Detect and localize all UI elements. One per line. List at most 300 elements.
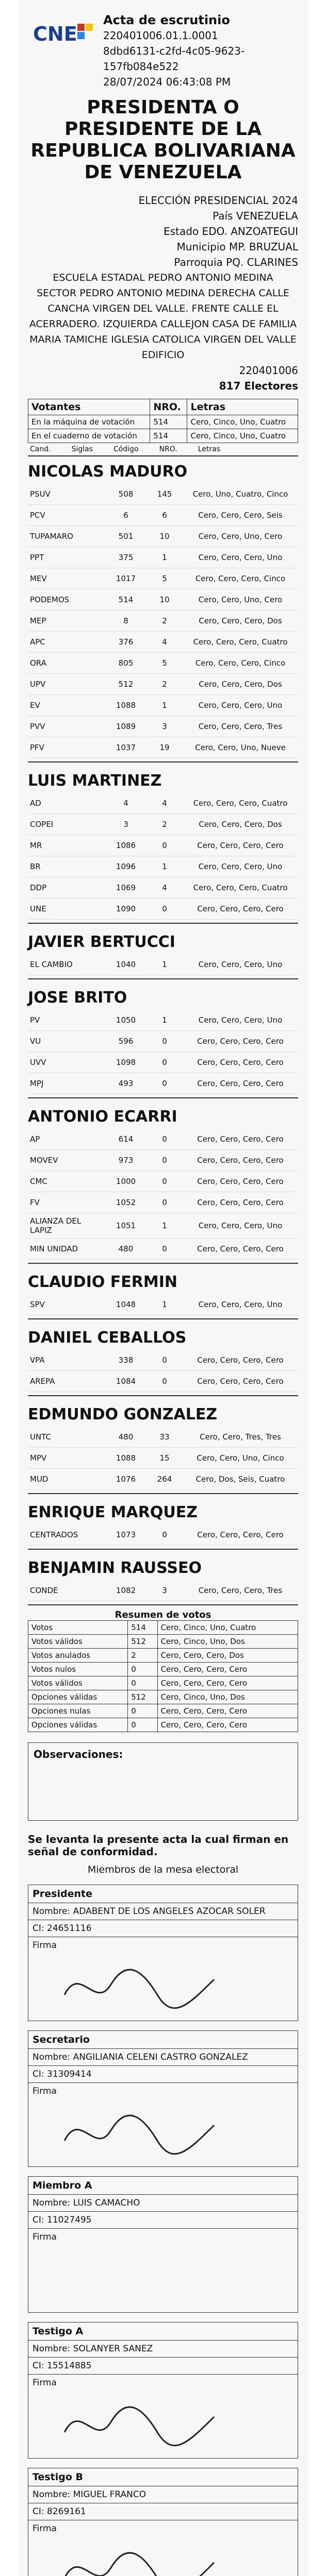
signature-area (28, 2537, 298, 2576)
row-words: Cero, Cinco, Uno, Cuatro (187, 415, 298, 429)
candidate-name: LUIS MARTINEZ (28, 772, 162, 790)
party-votes: 2 (162, 616, 167, 625)
party-votes: 4 (162, 799, 167, 808)
party-words: Cero, Cero, Cero, Cero (197, 1244, 284, 1253)
party-sigla: APC (30, 637, 45, 647)
party-row (28, 1448, 298, 1469)
party-row (28, 611, 298, 632)
acta-page (19, 0, 307, 2576)
summary-label: Votos nulos (28, 1663, 128, 1676)
party-votes: 3 (162, 722, 167, 731)
party-votes: 0 (162, 1177, 167, 1186)
party-words: Cero, Cero, Cero, Cero (197, 1530, 284, 1539)
party-sigla: VU (30, 1037, 41, 1046)
party-code: 338 (118, 1355, 134, 1365)
party-words: Cero, Cero, Uno, Cero (198, 595, 283, 604)
party-votes: 5 (162, 574, 167, 583)
summary-row (28, 1635, 298, 1649)
candidate-name: ANTONIO ECARRI (28, 1108, 177, 1126)
handwritten-signature (59, 1959, 224, 2015)
party-code: 375 (118, 553, 134, 562)
party-row (28, 1150, 298, 1171)
party-sigla: AREPA (30, 1377, 55, 1386)
party-row (28, 568, 298, 589)
row-value: 514 (150, 415, 187, 429)
candidate-name: EDMUNDO GONZALEZ (28, 1405, 218, 1423)
signer-name: Nombre: MIGUEL FRANCO (28, 2486, 298, 2503)
signer-name: Nombre: LUIS CAMACHO (28, 2194, 298, 2211)
summary-words: Cero, Cinco, Uno, Dos (157, 1690, 298, 1704)
party-row (28, 1427, 298, 1448)
party-sigla: AD (30, 799, 41, 808)
party-code: 1017 (116, 574, 136, 583)
summary-words: Cero, Cero, Cero, Cero (157, 1718, 298, 1732)
party-code: 3 (123, 820, 128, 829)
party-code: 514 (118, 595, 134, 604)
party-words: Cero, Cero, Cero, Cero (197, 1177, 284, 1186)
party-row (28, 1580, 298, 1601)
party-sigla: SPV (30, 1300, 45, 1309)
party-row (28, 877, 298, 899)
party-code: 480 (118, 1432, 134, 1442)
party-row (28, 526, 298, 547)
party-row (28, 1524, 298, 1546)
signature-area (28, 1954, 298, 2021)
party-words: Cero, Cero, Cero, Uno (198, 553, 283, 562)
candidate-name: NICOLAS MADURO (28, 463, 188, 481)
party-code: 614 (118, 1134, 134, 1144)
party-votes: 15 (159, 1453, 170, 1463)
party-votes: 0 (162, 1134, 167, 1144)
summary-value: 512 (128, 1690, 157, 1704)
party-sigla: MEV (30, 574, 47, 583)
row-words: Cero, Cinco, Uno, Cuatro (187, 429, 298, 443)
party-words: Cero, Cero, Cero, Cero (197, 1355, 284, 1365)
summary-value: 514 (128, 1621, 157, 1635)
party-sigla: EV (30, 701, 40, 710)
party-sigla: EL CAMBIO (30, 960, 73, 969)
party-row (28, 674, 298, 695)
party-sigla: MPJ (30, 1079, 44, 1088)
party-code: 1088 (116, 1453, 136, 1463)
party-code: 805 (118, 658, 134, 668)
party-words: Cero, Cero, Cero, Cuatro (193, 637, 288, 647)
acta-datetime: 28/07/2024 06:43:08 PM (103, 76, 231, 88)
party-words: Cero, Cero, Uno, Cinco (197, 1453, 284, 1463)
summary-value: 0 (128, 1676, 157, 1690)
party-code: 1069 (116, 883, 136, 892)
votantes-col: Votantes (28, 399, 150, 415)
party-code: 1037 (116, 743, 136, 752)
party-row (28, 954, 298, 975)
summary-row (28, 1704, 298, 1718)
party-words: Cero, Cero, Cero, Uno (198, 701, 283, 710)
summary-row (28, 1676, 298, 1690)
party-votes: 1 (162, 1015, 167, 1025)
handwritten-signature (59, 2396, 224, 2453)
party-sigla: PFV (30, 743, 44, 752)
observaciones-label: Observaciones: (34, 1748, 123, 1760)
party-sigla: PSUV (30, 489, 51, 499)
party-row (28, 856, 298, 877)
candidate-name: DANIEL CEBALLOS (28, 1329, 187, 1347)
summary-row (28, 1621, 298, 1635)
party-votes: 0 (162, 1058, 167, 1067)
summary-value: 0 (128, 1718, 157, 1732)
summary-value: 0 (128, 1663, 157, 1676)
col-nro: NRO. (159, 445, 177, 453)
signer-role: Miembro A (32, 2180, 92, 2191)
party-code: 480 (118, 1244, 134, 1253)
party-code: 8 (123, 616, 128, 625)
votantes-table (28, 399, 298, 443)
party-votes: 5 (162, 658, 167, 668)
party-words: Cero, Cero, Cero, Cuatro (193, 883, 288, 892)
party-sigla: UVV (30, 1058, 46, 1067)
signer-role: Presidente (32, 1888, 92, 1900)
party-words: Cero, Cero, Cero, Cero (197, 1037, 284, 1046)
party-words: Cero, Cero, Cero, Uno (198, 862, 283, 871)
party-code: 376 (118, 637, 134, 647)
party-row (28, 589, 298, 611)
col-cand: Cand. (30, 445, 51, 453)
party-votes: 4 (162, 637, 167, 647)
party-votes: 2 (162, 820, 167, 829)
party-words: Cero, Cero, Cero, Uno (198, 1221, 283, 1230)
signer-box (28, 1885, 298, 2021)
summary-row (28, 1690, 298, 1704)
signer-ci: CI: 24651116 (28, 1920, 298, 1937)
party-votes: 10 (159, 595, 170, 604)
summary-words: Cero, Cinco, Uno, Dos (157, 1635, 298, 1649)
party-row (28, 1350, 298, 1371)
municipio: Municipio MP. BRUZUAL (176, 241, 298, 253)
party-words: Cero, Cero, Cero, Cero (197, 1079, 284, 1088)
signers-list (28, 1885, 298, 2576)
party-code: 508 (118, 489, 134, 499)
signer-role: Testigo B (32, 2471, 83, 2483)
school-name: ESCUELA ESTADAL PEDRO ANTONIO MEDINA (53, 272, 273, 283)
party-votes: 6 (162, 511, 167, 520)
signer-role: Secretario (32, 2034, 90, 2045)
summary-label: Opciones válidas (28, 1718, 128, 1732)
summary-row (28, 1718, 298, 1732)
party-code: 1098 (116, 1058, 136, 1067)
party-code: 6 (123, 511, 128, 520)
row-value: 514 (150, 429, 187, 443)
row-label: En el cuaderno de votación (28, 429, 150, 443)
party-votes: 145 (157, 489, 172, 499)
party-row (28, 1171, 298, 1192)
party-votes: 0 (162, 1377, 167, 1386)
summary-label: Opciones nulas (28, 1704, 128, 1718)
summary-words: Cero, Cero, Cero, Cero (157, 1704, 298, 1718)
party-code: 1089 (116, 722, 136, 731)
summary-row (28, 1663, 298, 1676)
acta-header (28, 0, 298, 394)
cne-logo: CNE (28, 12, 95, 74)
party-row (28, 1010, 298, 1031)
country: País VENEZUELA (213, 210, 298, 222)
party-words: Cero, Cero, Cero, Cero (197, 841, 284, 850)
acta-id-2: 157fb084e522 (103, 60, 179, 73)
party-sigla: UNTC (30, 1432, 51, 1442)
party-code: 512 (118, 680, 134, 689)
summary-words: Cero, Cero, Cero, Cero (157, 1663, 298, 1676)
party-sigla: MEP (30, 616, 46, 625)
party-votes: 1 (162, 862, 167, 871)
summary-label: Votos válidos (28, 1676, 128, 1690)
party-sigla: COPEI (30, 820, 54, 829)
summary-table (28, 1620, 298, 1732)
summary-label: Votos (28, 1621, 128, 1635)
summary-label: Opciones válidas (28, 1690, 128, 1704)
party-code: 501 (118, 532, 134, 541)
nro-col: NRO. (150, 399, 187, 415)
party-votes: 1 (162, 960, 167, 969)
party-sigla: UPV (30, 680, 46, 689)
school-address: SECTOR PEDRO ANTONIO MEDINA DERECHA CALLE CANCHA VIRGEN DEL VALLE. FRENTE CALLE EL ACERRADERO. IZQUIERDA CALLEJON CASA DE FAMILIA MARIA TAMICHE IGLESIA CATOLICA VIRGEN DEL VALLE EDIFICIO (29, 287, 297, 361)
party-sigla: MPV (30, 1453, 47, 1463)
signer-role: Testigo A (32, 2326, 84, 2337)
signer-box (28, 2322, 298, 2459)
observaciones-box (28, 1742, 298, 1821)
party-code: 1052 (116, 1198, 136, 1207)
party-votes: 0 (162, 1530, 167, 1539)
party-row (28, 716, 298, 737)
party-votes: 0 (162, 1355, 167, 1365)
party-votes: 0 (162, 1079, 167, 1088)
party-row (28, 835, 298, 856)
candidate-name: JOSE BRITO (28, 989, 127, 1007)
party-words: Cero, Cero, Cero, Cuatro (193, 799, 288, 808)
party-code: 4 (123, 799, 128, 808)
handwritten-signature (59, 2542, 224, 2576)
signature-area (28, 2245, 298, 2312)
party-code: 1000 (116, 1177, 136, 1186)
party-row (28, 1129, 298, 1150)
signer-box (28, 2176, 298, 2313)
party-votes: 4 (162, 883, 167, 892)
party-words: Cero, Cero, Cero, Tres (198, 1586, 283, 1595)
party-sigla: MUD (30, 1475, 48, 1484)
party-sigla: PV (30, 1015, 40, 1025)
party-code: 493 (118, 1079, 134, 1088)
party-words: Cero, Cero, Cero, Cinco (195, 574, 286, 583)
firma-label: Firma (28, 2520, 298, 2537)
party-row (28, 1294, 298, 1315)
center-code: 220401006 (239, 364, 298, 377)
firma-label: Firma (28, 2228, 298, 2245)
summary-value: 0 (128, 1704, 157, 1718)
party-words: Cero, Cero, Cero, Uno (198, 1300, 283, 1309)
candidates-list (28, 456, 298, 1605)
handwritten-signature (59, 2105, 224, 2161)
summary-value: 2 (128, 1649, 157, 1663)
signer-name: Nombre: SOLANYER SANEZ (28, 2340, 298, 2357)
party-sigla: ORA (30, 658, 46, 668)
candidate-name: JAVIER BERTUCCI (28, 933, 175, 951)
candidate-name: BENJAMIN RAUSSEO (28, 1559, 202, 1577)
party-votes: 2 (162, 680, 167, 689)
party-sigla: MR (30, 841, 42, 850)
party-words: Cero, Cero, Cero, Cero (197, 1134, 284, 1144)
candidate-name: CLAUDIO FERMIN (28, 1273, 178, 1291)
col-letras: Letras (198, 445, 220, 453)
party-row (28, 1192, 298, 1213)
party-row (28, 547, 298, 568)
party-words: Cero, Cero, Cero, Cero (197, 1058, 284, 1067)
party-votes: 1 (162, 1221, 167, 1230)
firma-label: Firma (28, 2082, 298, 2099)
party-sigla: VPA (30, 1355, 45, 1365)
party-row (28, 1213, 298, 1239)
party-words: Cero, Cero, Cero, Cero (197, 1156, 284, 1165)
party-code: 1096 (116, 862, 136, 871)
party-words: Cero, Cero, Cero, Dos (199, 680, 282, 689)
summary-words: Cero, Cinco, Uno, Cuatro (157, 1621, 298, 1635)
party-code: 1090 (116, 904, 136, 913)
party-sigla: MOVEV (30, 1156, 58, 1165)
party-words: Cero, Cero, Cero, Uno (198, 960, 283, 969)
col-codigo: Código (113, 445, 139, 453)
party-sigla: PCV (30, 511, 45, 520)
party-votes: 0 (162, 904, 167, 913)
election-sub: ELECCIÓN PRESIDENCIAL 2024 (138, 194, 298, 207)
party-sigla: PODEMOS (30, 595, 70, 604)
party-code: 1088 (116, 701, 136, 710)
party-code: 1076 (116, 1475, 136, 1484)
party-words: Cero, Cero, Cero, Dos (199, 616, 282, 625)
signature-stroke (64, 2115, 214, 2154)
signature-stroke (64, 2553, 214, 2576)
party-row (28, 632, 298, 653)
firma-label: Firma (28, 2374, 298, 2391)
party-row (28, 1052, 298, 1073)
party-votes: 0 (162, 1037, 167, 1046)
party-sigla: CMC (30, 1177, 47, 1186)
col-siglas: Siglas (71, 445, 93, 453)
party-row (28, 505, 298, 526)
party-votes: 1 (162, 1300, 167, 1309)
party-words: Cero, Cero, Cero, Dos (199, 820, 282, 829)
parroquia: Parroquia PQ. CLARINES (174, 256, 298, 268)
party-row (28, 1031, 298, 1052)
party-sigla: PPT (30, 553, 44, 562)
party-row (28, 653, 298, 674)
party-sigla: MIN UNIDAD (30, 1244, 78, 1253)
party-code: 1040 (116, 960, 136, 969)
electores: 817 Electores (219, 380, 298, 392)
party-votes: 19 (159, 743, 170, 752)
party-row (28, 793, 298, 814)
party-code: 1086 (116, 841, 136, 850)
party-votes: 0 (162, 1156, 167, 1165)
summary-row (28, 1649, 298, 1663)
party-sigla: CONDE (30, 1586, 58, 1595)
summary-label: Votos válidos (28, 1635, 128, 1649)
acta-title: Acta de escrutinio (103, 13, 230, 27)
party-sigla: DDP (30, 883, 47, 892)
party-votes: 0 (162, 1244, 167, 1253)
party-words: Cero, Cero, Uno, Cero (198, 532, 283, 541)
firma-label: Firma (28, 1937, 298, 1954)
party-row (28, 1239, 298, 1260)
party-row (28, 484, 298, 505)
party-code: 973 (118, 1156, 134, 1165)
party-votes: 3 (162, 1586, 167, 1595)
signer-ci: CI: 15514885 (28, 2357, 298, 2374)
party-votes: 10 (159, 532, 170, 541)
party-votes: 1 (162, 701, 167, 710)
party-votes: 33 (159, 1432, 170, 1442)
party-sigla: UNE (30, 904, 46, 913)
party-sigla: AP (30, 1134, 40, 1144)
summary-value: 512 (128, 1635, 157, 1649)
party-votes: 264 (157, 1475, 172, 1484)
signer-ci: CI: 31309414 (28, 2065, 298, 2082)
acta-id-1: 8dbd6131-c2fd-4c05-9623- (103, 45, 245, 57)
signer-box (28, 2468, 298, 2576)
party-words: Cero, Cero, Cero, Cero (197, 1377, 284, 1386)
signature-stroke (64, 2407, 214, 2446)
candidate-name: ENRIQUE MARQUEZ (28, 1503, 198, 1521)
party-words: Cero, Cero, Cero, Uno (198, 1015, 283, 1025)
party-code: 596 (118, 1037, 134, 1046)
party-row (28, 814, 298, 835)
party-row (28, 899, 298, 920)
party-words: Cero, Cero, Uno, Nueve (195, 743, 286, 752)
party-words: Cero, Cero, Tres, Tres (200, 1432, 281, 1442)
party-code: 1050 (116, 1015, 136, 1025)
party-code: 1073 (116, 1530, 136, 1539)
signer-ci: CI: 8269161 (28, 2503, 298, 2520)
acta-number: 220401006.01.1.0001 (103, 29, 218, 42)
row-label: En la máquina de votación (28, 415, 150, 429)
party-words: Cero, Cero, Cero, Cero (197, 904, 284, 913)
signer-name: Nombre: ANGILIANIA CELENI CASTRO GONZALEZ (28, 2048, 298, 2065)
summary-label: Votos anulados (28, 1649, 128, 1663)
party-votes: 0 (162, 841, 167, 850)
party-row (28, 1469, 298, 1490)
state: Estado EDO. ANZOATEGUI (164, 225, 298, 238)
party-sigla: BR (30, 862, 41, 871)
party-words: Cero, Cero, Cero, Seis (198, 511, 283, 520)
party-votes: 0 (162, 1198, 167, 1207)
party-words: Cero, Dos, Seis, Cuatro (195, 1475, 285, 1484)
signature-area (28, 2391, 298, 2458)
party-sigla: PVV (30, 722, 45, 731)
signature-stroke (64, 1970, 214, 2008)
letras-col: Letras (187, 399, 298, 415)
party-words: Cero, Uno, Cuatro, Cinco (192, 489, 288, 499)
party-row (28, 1371, 298, 1392)
mesa-title: Miembros de la mesa electoral (87, 1864, 239, 1875)
party-words: Cero, Cero, Cero, Tres (198, 722, 283, 731)
party-code: 1048 (116, 1300, 136, 1309)
party-code: 1084 (116, 1377, 136, 1386)
signer-name: Nombre: ADABENT DE LOS ANGELES AZOCAR SOLER (28, 1903, 298, 1920)
conformity-text: Se levanta la presente acta la cual firman en señal de conformidad. (28, 1833, 289, 1858)
signer-ci: CI: 11027495 (28, 2211, 298, 2228)
party-sigla: TUPAMARO (30, 532, 73, 541)
party-words: Cero, Cero, Cero, Cero (197, 1198, 284, 1207)
party-sigla: ALIANZA DEL LAPIZ (30, 1216, 82, 1235)
summary-title: Resumen de votos (115, 1609, 211, 1620)
signature-area (28, 2099, 298, 2166)
summary-words: Cero, Cero, Cero, Cero (157, 1676, 298, 1690)
party-words: Cero, Cero, Cero, Cinco (195, 658, 286, 668)
